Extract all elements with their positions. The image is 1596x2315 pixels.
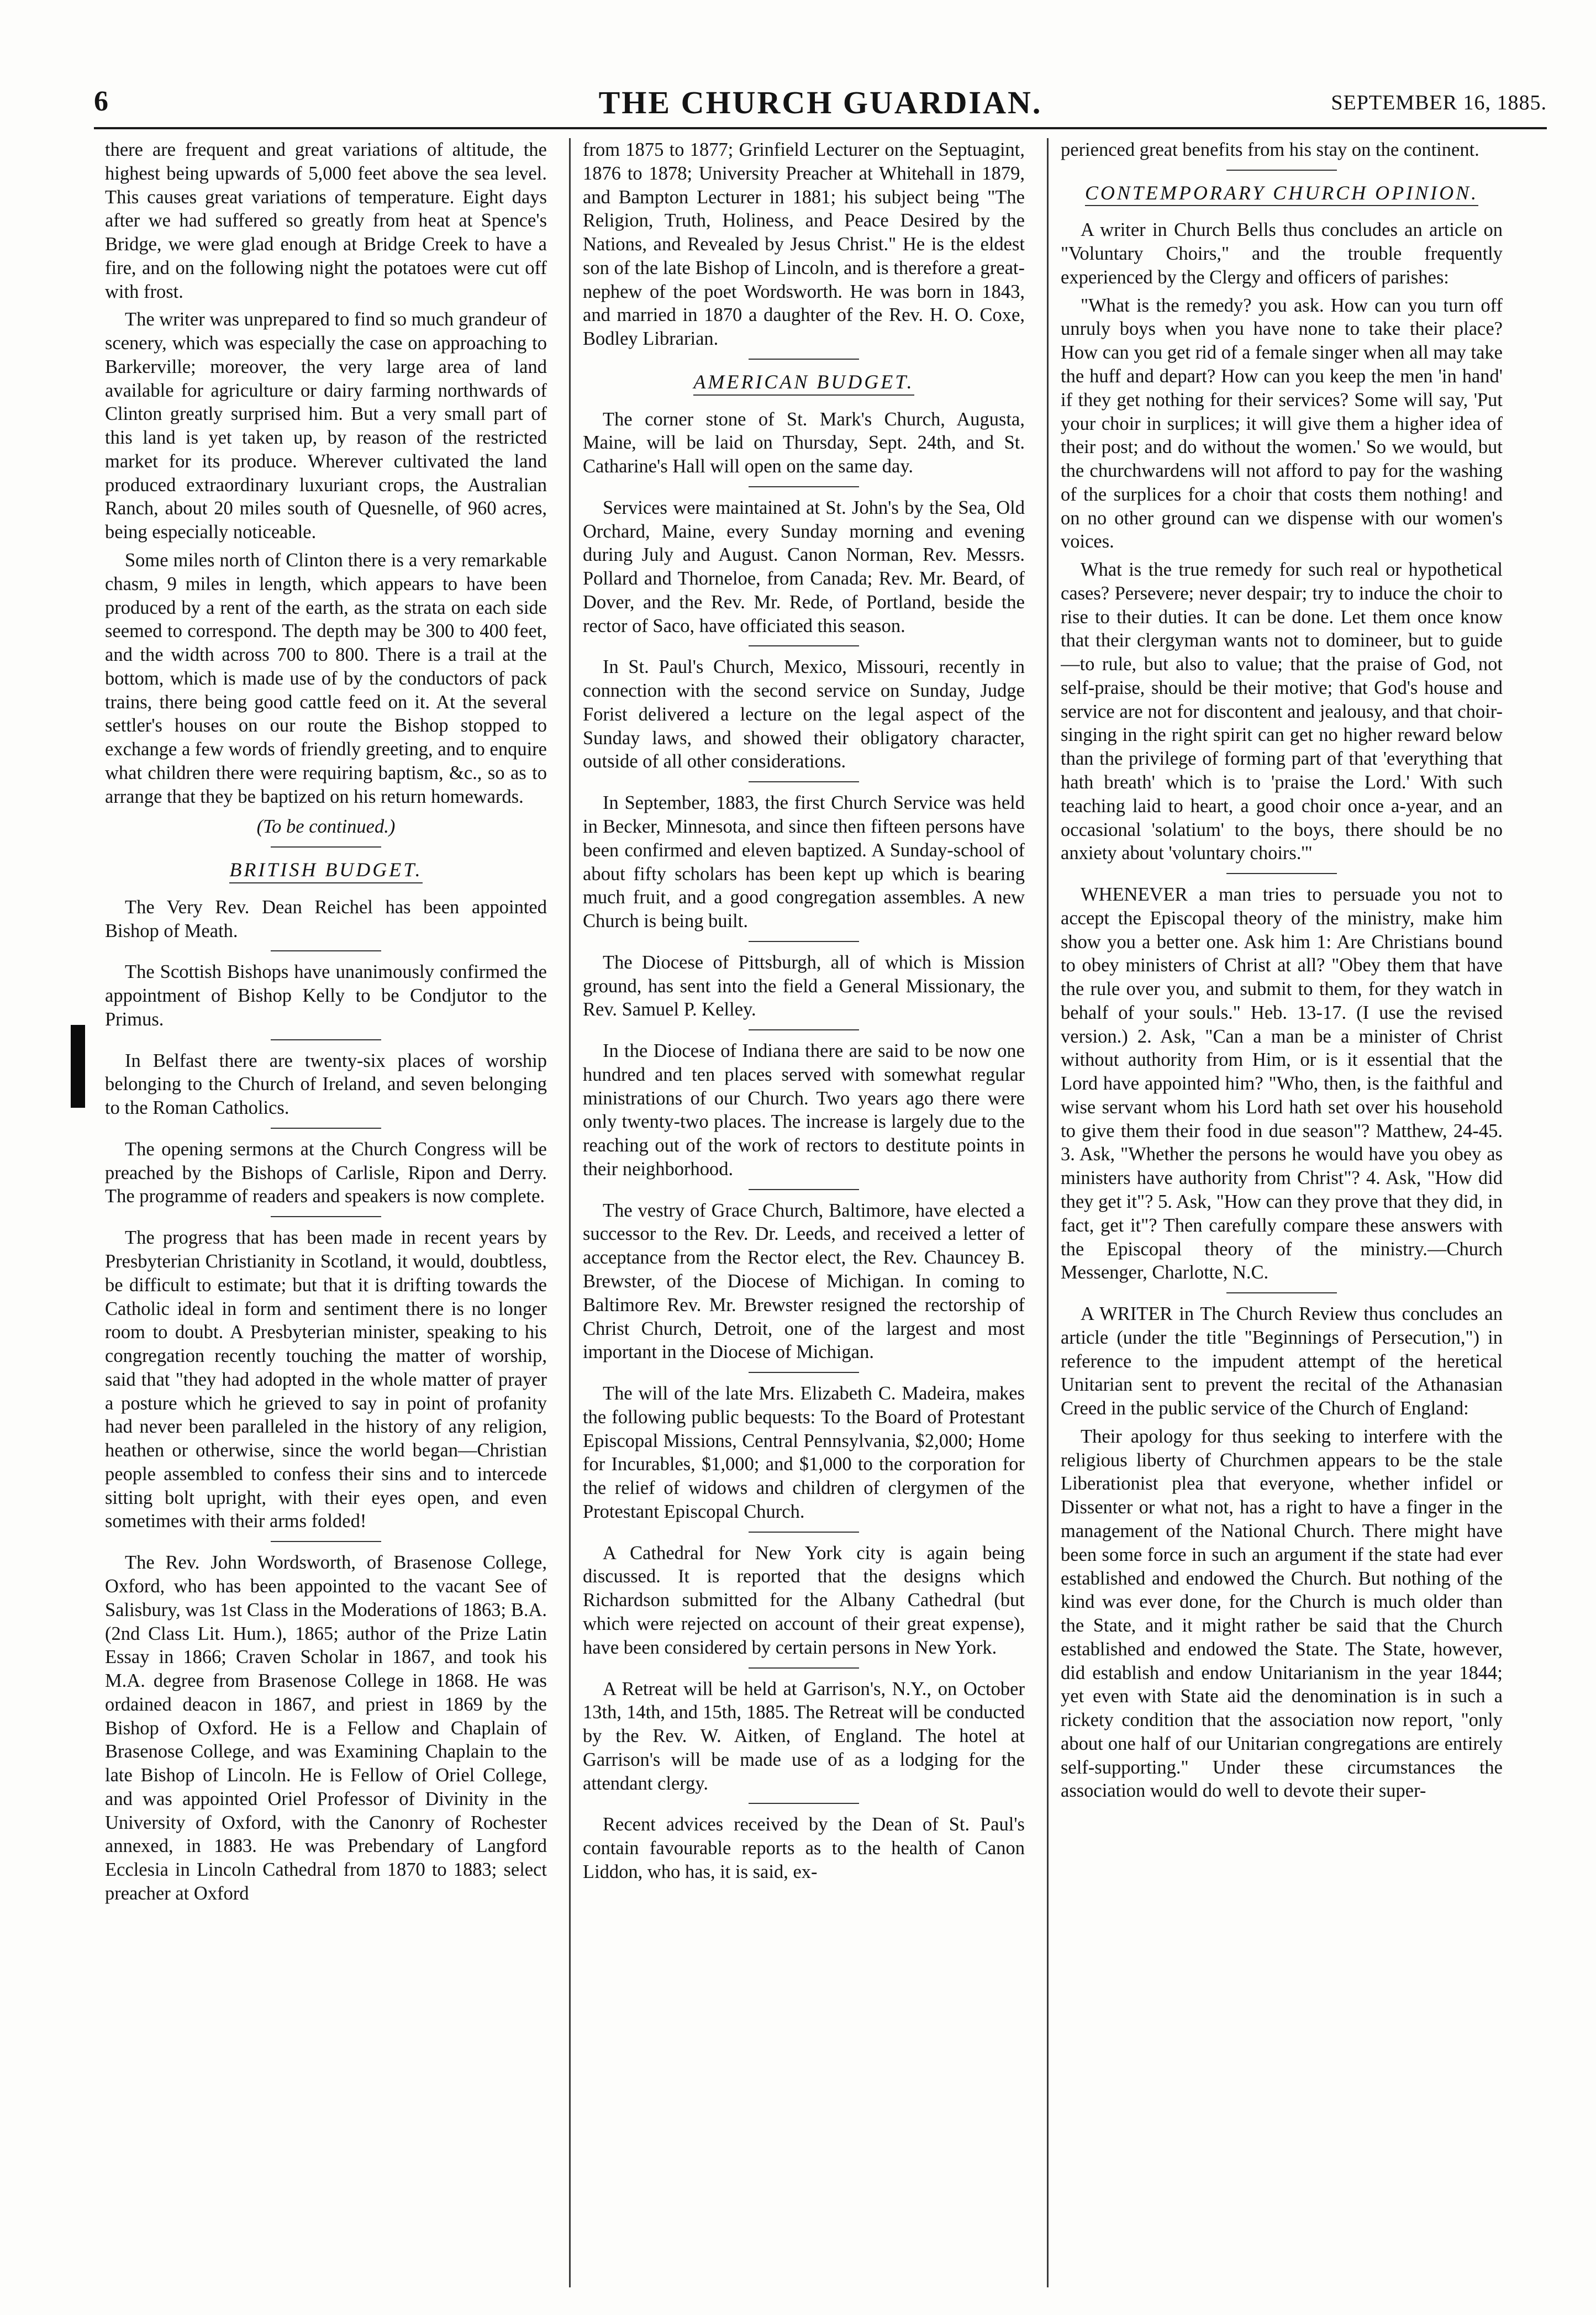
news-item: The opening sermons at the Church Congress will be preached by the Bishops of Carlisle, Ripon and Derry. The programme of readers and speakers is now complete.	[105, 1138, 547, 1207]
item-rule	[749, 486, 859, 487]
item-rule	[749, 1667, 859, 1669]
news-item: A Cathedral for New York city is again being discussed. It is reported that the designs which Richardson submitted for the Albany Cathedral (but which were rejected on account of their great expense), have been considered by certain persons in New York.	[583, 1542, 1025, 1658]
item-rule	[749, 1532, 859, 1533]
news-item: The Scottish Bishops have unanimously confirmed the appointment of Bishop Kelly to be Condjutor to the Primus.	[105, 961, 547, 1030]
item-rule	[749, 1029, 859, 1030]
article-paragraph: "What is the remedy? you ask. How can you turn off unruly boys when you have none to take their place? How can you get rid of a female singer when all may take the huff and depart? How can you keep the men 'in hand' if they get nothing for their services? Some will say, 'Put your choir in surplices; it will give them a higher idea of their post; and do without the women.' So we would, but the churchwardens will not afford to pay for the washing of the surplices for a choir that costs them nothing! and on no other ground can we dispense with our women's voices.	[1061, 294, 1503, 553]
to-be-continued: (To be continued.)	[256, 816, 396, 838]
item-rule	[271, 1128, 381, 1129]
article-paragraph: The writer was unprepared to find so much grandeur of scenery, which was especially the case on approaching to Barkerville; moreover, the very large area of land available for agriculture or dairy farming northwards of Clinton greatly surprised him. But a very small part of this land is yet taken up, by reason of the restricted market for its produce. Wherever cultivated the land produced extraordinary luxuriant crops, the Australian Ranch, about 20 miles south of Quesnelle, of 960 acres, being especially noticeable.	[105, 309, 547, 543]
section-heading	[1061, 181, 1503, 207]
news-item: The will of the late Mrs. Elizabeth C. Madeira, makes the following public bequests: To the Board of Protestant Episcopal Missions, Central Pennsylvania, $2,000; Home for Incurables, $1,000; and $1,000 to the corporation for the relief of widows and children of clergymen of the Protestant Episcopal Church.	[583, 1383, 1025, 1522]
news-item: The Very Rev. Dean Reichel has been appointed Bishop of Meath.	[105, 896, 547, 941]
news-item: In September, 1883, the first Church Service was held in Becker, Minnesota, and since then fifteen persons have been confirmed and eleven baptized. A Sunday-school of about fifty scholars has been kept up which is bearing much fruit, and a good congregation assembles. A new Church is being built.	[583, 792, 1025, 932]
column-2	[583, 138, 1025, 2293]
news-item: The progress that has been made in recent years by Presbyterian Christianity in Scotland, it would, doubtless, be difficult to estimate; but that it is drifting towards the Catholic ideal in form and sentiment there is no longer room to doubt. A Presbyterian minister, speaking to his congregation recently touching the matter of worship, said that "they had adopted in the whole matter of prayer a posture which he grieved to say in point of profanity had never been paralleled in the history of any religion, heathen or otherwise, since the world began—Christian people assembled to confess their sins and to intercede sitting bolt upright, with their eyes open, and even sometimes with their arms folded!	[105, 1227, 547, 1532]
section-rule	[271, 846, 381, 848]
column-3	[1061, 138, 1503, 2293]
column-rule	[1047, 138, 1049, 2287]
news-item: The Diocese of Pittsburgh, all of which is Mission ground, has sent into the field a General Missionary, the Rev. Samuel P. Kelley.	[583, 951, 1025, 1020]
newspaper-title: THE CHURCH GUARDIAN.	[598, 85, 1042, 120]
item-rule	[749, 941, 859, 942]
news-item: Recent advices received by the Dean of St. Paul's contain favourable reports as to the health of Canon Liddon, who has, it is said, ex-	[583, 1814, 1025, 1882]
section-heading-text: AMERICAN BUDGET.	[693, 370, 914, 396]
news-item: In Belfast there are twenty-six places of worship belonging to the Church of Ireland, and seven belonging to the Roman Catholics.	[105, 1050, 547, 1119]
article-paragraph: What is the true remedy for such real or hypothetical cases? Persevere; never despair; try to induce the choir to rise to their duties. It can be done. Let them once know that their clergyman wants not to domineer, but to guide—to rule, but also to value; that the praise of God, not self-praise, should be their motive; that God's house and service are not for discontent and jealousy, and that choir-singing in the right spirit can get no higher reward below than the privilege of forming part of that 'everything that hath breath' which is to 'praise the Lord.' With such teaching laid to heart, a good choir once a-year, and an occasional 'solatium' to the boys, there should be no anxiety about 'voluntary choirs.'"	[1061, 559, 1503, 864]
article-paragraph: A writer in Church Bells thus concludes an article on "Voluntary Choirs," and the trouble frequently experienced by the Clergy and officers of parishes:	[1061, 219, 1503, 288]
article-paragraph: Their apology for thus seeking to interfere with the religious liberty of Churchmen appears to be the stale Liberationist plea that everyone, whether infidel or Dissenter or what not, has a right to have a finger in the management of the National Church. There might have been some force in such an argument if the state had ever established and endowed the Church. But nothing of the kind was ever done, for the Church is much older than the State, and it might rather be said that the Church established and endowed the State. The State, however, did establish and endow Unitarianism in the year 1844; yet even with State aid the denomination is in such a rickety condition that the association now report, "only about one half of our Unitarian congregations are entirely self-supporting." Under these circumstances the association would do well to devote their super-	[1061, 1425, 1503, 1802]
news-item: The vestry of Grace Church, Baltimore, have elected a successor to the Rev. Dr. Leeds, and received a letter of acceptance from the Rector elect, the Rev. Chauncey B. Brewster, of the Diocese of Michigan. In coming to Baltimore Rev. Mr. Brewster resigned the rectorship of Christ Church, Detroit, one of the largest and most important in the Diocese of Michigan.	[583, 1199, 1025, 1363]
news-item: In St. Paul's Church, Mexico, Missouri, recently in connection with the second service on Sunday, Judge Forist delivered a lecture on the legal aspect of the Sunday laws, and showed their obligatory character, outside of all other considerations.	[583, 656, 1025, 772]
section-heading	[583, 370, 1025, 396]
article-paragraph: WHENEVER a man tries to persuade you not to accept the Episcopal theory of the ministry, make him show you a better one. Ask him 1: Are Christians bound to obey ministers of Christ at all? "Obey them that have the rule over you, and submit to them, for they watch in behalf of your souls." Heb. 13-17. (I use the revised version.) 2. Ask, "Can a man be a minister of Christ without authority from Him, or is it essential that the Lord have appointed him? "Who, then, is the faithful and wise servant whom his Lord hath set over his household to give them their food in due season"? Matthew, 24-45. 3. Ask, "Whether the persons he would have you obey as ministers have authority from Christ"? 4. Ask, "How did they get it"? 5. Ask, "How can they prove that they did, in fact, get it"? Then carefully compare these answers with the Episcopal theory of the ministry.—Church Messenger, Charlotte, N.C.	[1061, 884, 1503, 1283]
section-heading-text: CONTEMPORARY CHURCH OPINION.	[1085, 181, 1478, 207]
column-1	[105, 138, 547, 2293]
news-item: A Retreat will be held at Garrison's, N.Y., on October 13th, 14th, and 15th, 1885. The Retreat will be conducted by the Rev. W. Aitken, of England. The hotel at Garrison's will be made use of as a lodging for the attendant clergy.	[583, 1678, 1025, 1794]
article-paragraph: from 1875 to 1877; Grinfield Lecturer on the Septuagint, 1876 to 1878; University Preacher at Whitehall in 1879, and Bampton Lecturer in 1881; his subject being "The Religion, Truth, Holiness, and Peace Desired by the Nations, and Revealed by Jesus Christ." He is the eldest son of the late Bishop of Lincoln, and is therefore a great-nephew of the poet Wordsworth. He was born in 1843, and married in 1870 a daughter of the Rev. H. O. Coxe, Bodley Librarian.	[583, 139, 1025, 350]
issue-date: SEPTEMBER 16, 1885.	[1331, 91, 1547, 114]
item-rule	[1226, 1292, 1337, 1293]
margin-marker	[71, 1025, 85, 1108]
page-number: 6	[94, 86, 108, 117]
section-heading-text: BRITISH BUDGET.	[229, 857, 422, 883]
section-heading	[105, 857, 547, 883]
item-rule	[271, 1039, 381, 1040]
item-rule	[1226, 873, 1337, 874]
item-rule	[749, 1803, 859, 1804]
item-rule	[271, 1541, 381, 1542]
item-rule	[749, 1372, 859, 1373]
section-rule	[1226, 170, 1337, 171]
item-rule	[271, 950, 381, 951]
item-rule	[749, 645, 859, 646]
item-rule	[749, 781, 859, 782]
news-item: The corner stone of St. Mark's Church, Augusta, Maine, will be laid on Thursday, Sept. 24th, and St. Catharine's Hall will open on the same day.	[583, 408, 1025, 477]
news-item: The Rev. John Wordsworth, of Brasenose College, Oxford, who has been appointed to the vacant See of Salisbury, was 1st Class in the Moderations of 1863; B.A. (2nd Class Lit. Hum.), 1865; author of the Prize Latin Essay in 1866; Craven Scholar in 1867, and took his M.A. degree from Brasenose College in 1868. He was ordained deacon in 1867, and priest in 1869 by the Bishop of Oxford. He is a Fellow and Chaplain of Brasenose College, and was Examining Chaplain to the late Bishop of Lincoln. He is Fellow of Oriel College, and was appointed Oriel Professor of Divinity in the University of Oxford, with the Canonry of Rochester annexed, in 1883. He was Prebendary of Langford Ecclesia in Lincoln Cathedral from 1870 to 1883; select preacher at Oxford	[105, 1552, 547, 1904]
article-paragraph: there are frequent and great variations of altitude, the highest being upwards of 5,000 feet above the sea level. This causes great variations of temperature. Eight days after we had suffered so greatly from heat at Spence's Bridge, we were glad enough at Bridge Creek to have a fire, and on the following night the potatoes were cut off with frost.	[105, 139, 547, 302]
article-paragraph: Some miles north of Clinton there is a very remarkable chasm, 9 miles in length, which appears to have been produced by a rent of the earth, as the strata on each side seemed to correspond. The depth may be 300 to 400 feet, and the width across 700 to 800. There is a trail at the bottom, which is made use of by the conductors of pack trains, there being good cattle feed on it. At the several settler's houses on our route the Bishop stopped to exchange a few words of friendly greeting, and to enquire what children there were requiring baptism, &c., so as to arrange that they be baptized on his return homewards.	[105, 550, 547, 807]
masthead	[94, 83, 1547, 129]
column-rule	[569, 138, 571, 2287]
section-rule	[749, 359, 859, 360]
news-item: Services were maintained at St. John's by the Sea, Old Orchard, Maine, every Sunday morning and evening during July and August. Canon Norman, Rev. Messrs. Pollard and Thorneloe, from Canada; Rev. Mr. Beard, of Dover, and the Rev. Mr. Rede, of Portland, beside the rector of Saco, have officiated this season.	[583, 497, 1025, 636]
news-item: In the Diocese of Indiana there are said to be now one hundred and ten places served with somewhat regular ministrations of our Church. Two years ago there were only twenty-two places. The increase is largely due to the reaching out of the work of rectors to destitute points in their neighborhood.	[583, 1040, 1025, 1180]
article-paragraph: perienced great benefits from his stay on the continent.	[1061, 139, 1479, 160]
item-rule	[271, 1216, 381, 1217]
item-rule	[749, 1189, 859, 1190]
article-paragraph: A WRITER in The Church Review thus concludes an article (under the title "Beginnings of Persecution,") in reference to the impudent attempt of the heretical Unitarian sent to prevent the recital of the Athanasian Creed in the public service of the Church of England:	[1061, 1303, 1503, 1419]
